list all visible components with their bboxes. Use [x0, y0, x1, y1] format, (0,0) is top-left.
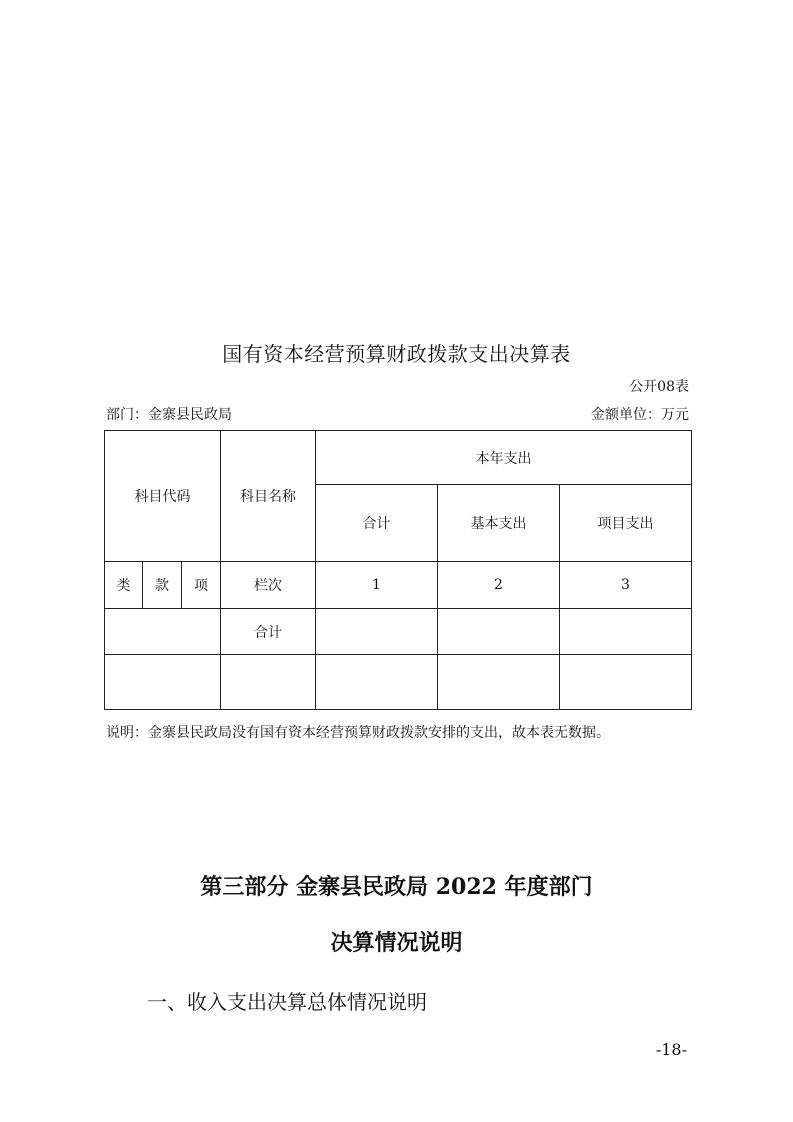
header-subject-code: 科目代码: [105, 431, 221, 562]
table-row-empty: [105, 655, 692, 710]
column-number-1: 1: [316, 562, 438, 609]
cell-empty: [438, 609, 560, 655]
header-kuan: 款: [143, 562, 182, 609]
header-xiang: 项: [182, 562, 221, 609]
budget-table: [104, 430, 692, 710]
cell-empty: [105, 609, 221, 655]
header-total: 合计: [316, 485, 438, 562]
column-number-3: 3: [560, 562, 692, 609]
table-title: 国有资本经营预算财政拨款支出决算表: [222, 342, 571, 366]
cell-empty: [316, 655, 438, 710]
form-number: 公开08表: [629, 379, 689, 395]
row-total-label: 合计: [221, 609, 316, 655]
part-title-line1: 第三部分 金寨县民政局 2022 年度部门: [200, 874, 593, 900]
cell-empty: [221, 655, 316, 710]
header-column-index: 栏次: [221, 562, 316, 609]
cell-empty: [105, 655, 221, 710]
page-number: -18-: [655, 1040, 687, 1059]
table-row-total: [105, 609, 692, 655]
part-title-line2: 决算情况说明: [330, 930, 463, 956]
table-note: 说明：金寨县民政局没有国有资本经营预算财政拨款安排的支出，故本表无数据。: [106, 725, 610, 741]
header-project-expense: 项目支出: [560, 485, 692, 562]
cell-empty: [438, 655, 560, 710]
department-label: 部门：金寨县民政局: [106, 407, 232, 423]
cell-empty: [316, 609, 438, 655]
column-number-2: 2: [438, 562, 560, 609]
header-lei: 类: [105, 562, 143, 609]
header-current-year-expense: 本年支出: [316, 431, 692, 485]
unit-label: 金额单位：万元: [591, 407, 689, 423]
cell-empty: [560, 655, 692, 710]
cell-empty: [560, 609, 692, 655]
header-subject-name: 科目名称: [221, 431, 316, 562]
section-heading: 一、收入支出决算总体情况说明: [147, 990, 427, 1014]
header-basic-expense: 基本支出: [438, 485, 560, 562]
